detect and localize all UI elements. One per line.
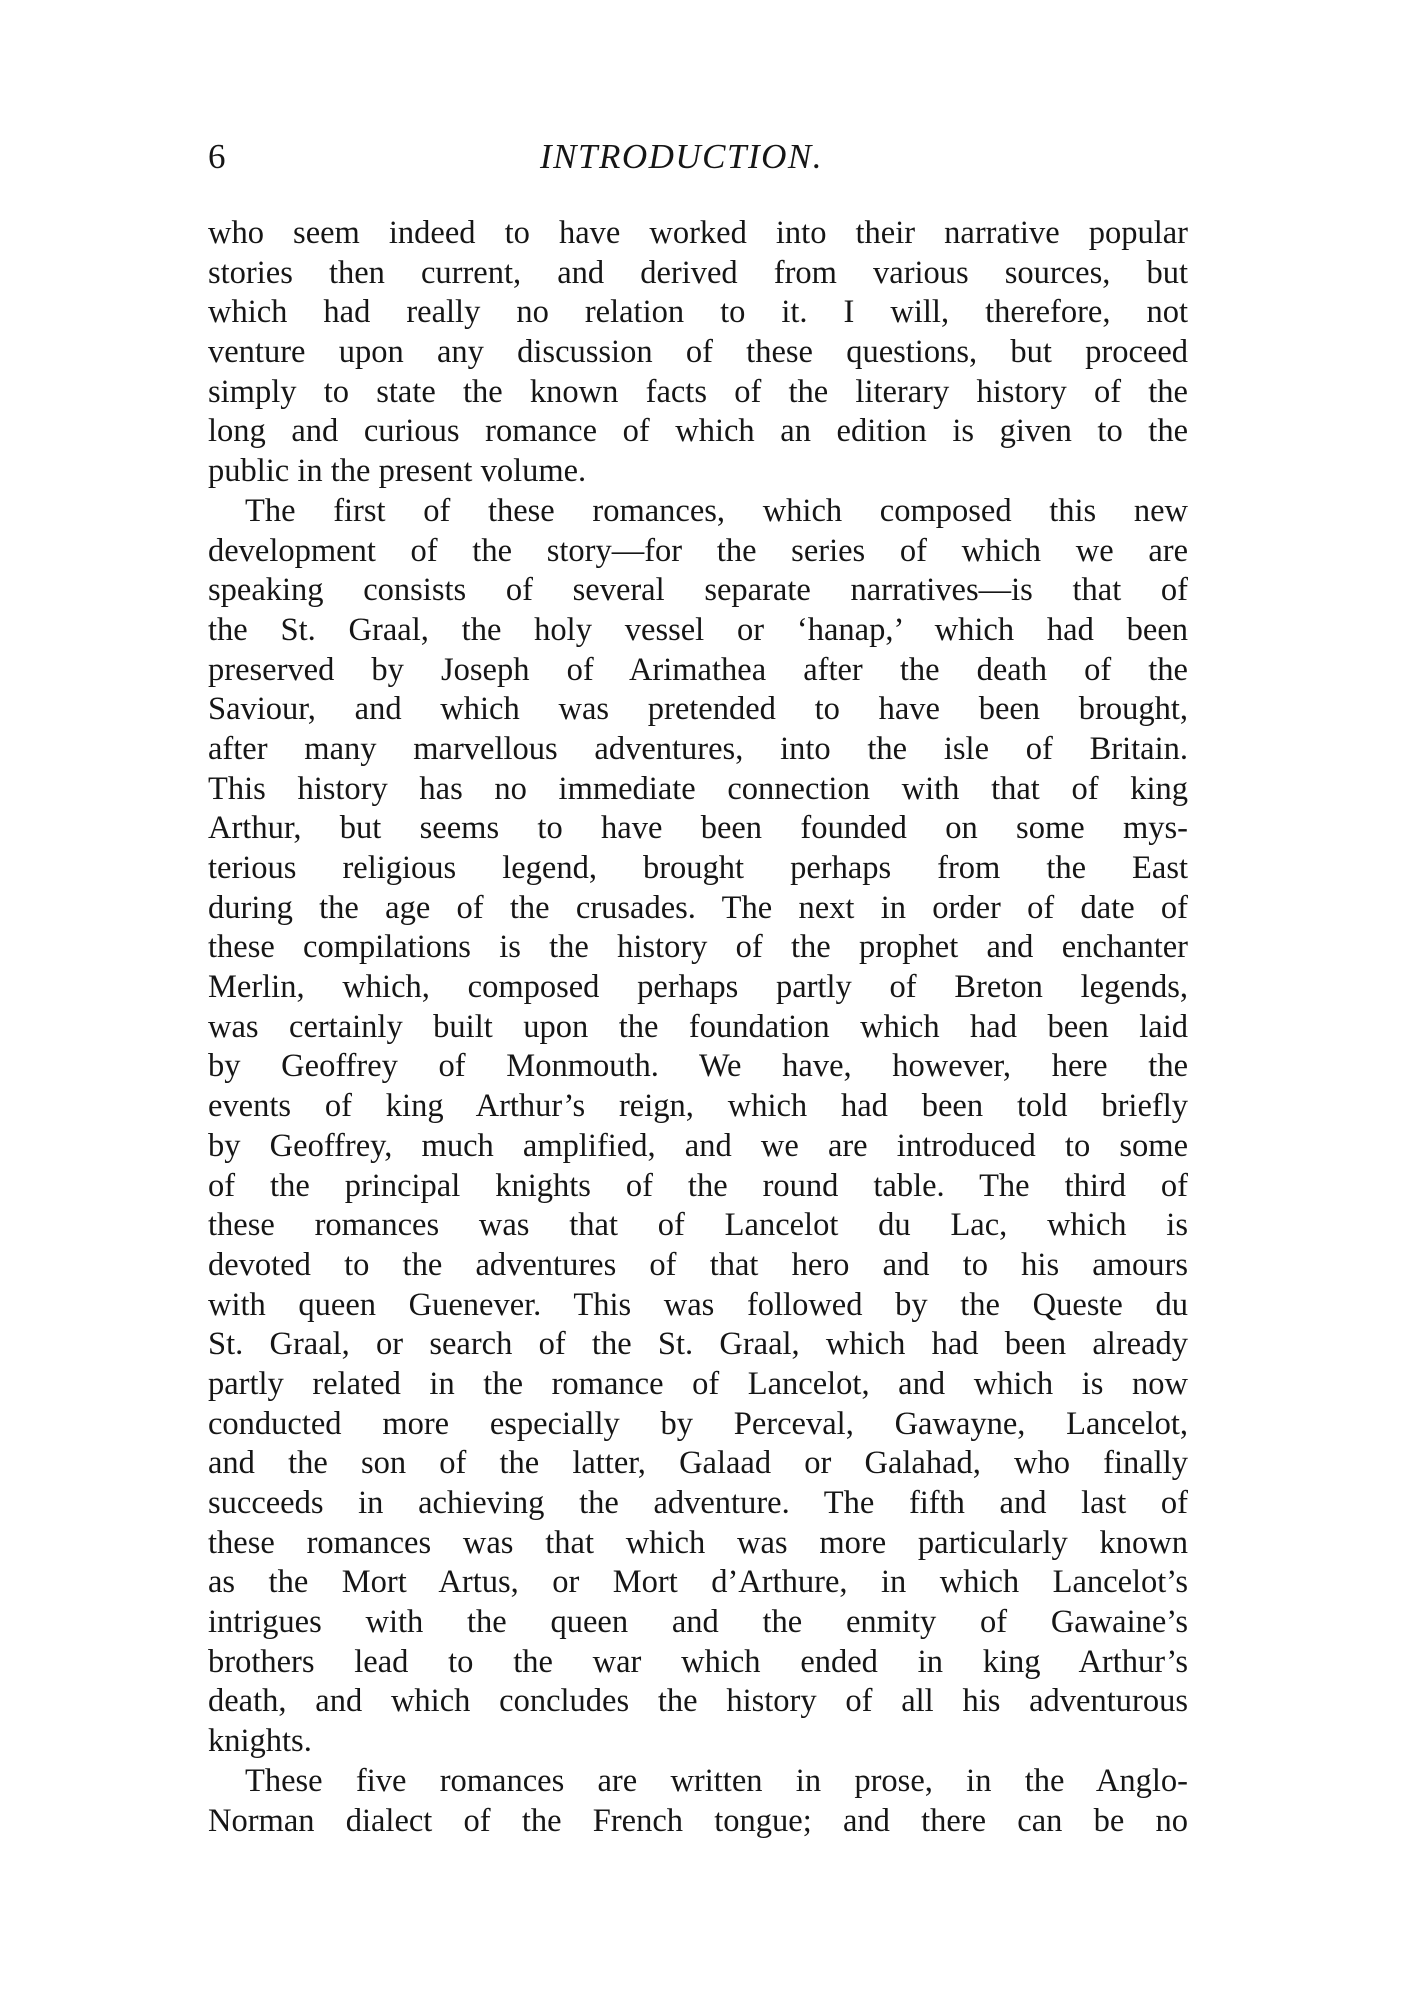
text-line: by Geoffrey, much amplified, and we are introduced to some (208, 1127, 1188, 1164)
text-line: preserved by Joseph of Arimathea after the death of the (208, 651, 1188, 688)
text-line: terious religious legend, brought perhaps from the East (208, 850, 1188, 886)
text-line: Saviour, and which was pretended to have been brought, (208, 691, 1188, 728)
text-line: succeeds in achieving the adventure. The fifth and last of (208, 1485, 1188, 1521)
text-line: and the son of the latter, Galaad or Galahad, who finally (208, 1445, 1188, 1482)
text-line: Merlin, which, composed perhaps partly of Breton legends, (208, 969, 1188, 1006)
text-line: who seem indeed to have worked into their narrative popular (208, 215, 1188, 251)
text-line: public in the present volume. (208, 453, 587, 490)
text-line: venture upon any discussion of these questions, but proceed (208, 334, 1188, 371)
text-line: The first of these romances, which composed this new (245, 492, 1188, 529)
text-line: This history has no immediate connection with that of king (208, 770, 1188, 807)
text-line: these compilations is the history of the prophet and enchanter (208, 929, 1188, 966)
text-line: St. Graal, or search of the St. Graal, which had been already (208, 1326, 1188, 1363)
text-line: events of king Arthur’s reign, which had been told briefly (208, 1088, 1188, 1125)
text-line: intrigues with the queen and the enmity of Gawaine’s (208, 1604, 1188, 1641)
text-line: simply to state the known facts of the literary history of the (208, 373, 1188, 410)
text-line: conducted more especially by Perceval, Gawayne, Lancelot, (208, 1405, 1188, 1442)
text-line: stories then current, and derived from various sources, but (208, 254, 1188, 291)
text-line: death, and which concludes the history of all his adventurous (208, 1683, 1188, 1720)
text-line: was certainly built upon the foundation which had been laid (208, 1008, 1188, 1045)
text-line: speaking consists of several separate narratives—is that of (208, 572, 1188, 609)
text-line: Norman dialect of the French tongue; and there can be no (208, 1802, 1188, 1839)
text-line: during the age of the crusades. The next in order of date of (208, 889, 1188, 926)
running-head (208, 132, 1188, 182)
text-line: knights. (208, 1723, 312, 1760)
text-line: brothers lead to the war which ended in king Arthur’s (208, 1643, 1188, 1680)
text-line: long and curious romance of which an edition is given to the (208, 413, 1188, 450)
text-line: after many marvellous adventures, into the isle of Britain. (208, 730, 1188, 767)
text-line: which had really no relation to it. I will, therefore, not (208, 294, 1188, 331)
text-line: of the principal knights of the round table. The third of (208, 1167, 1188, 1204)
text-line: as the Mort Artus, or Mort d’Arthure, in which Lancelot’s (208, 1564, 1188, 1601)
text-line: these romances was that of Lancelot du Lac, which is (208, 1207, 1188, 1244)
body-text (208, 214, 1188, 1841)
text-line: These five romances are written in prose, in the Anglo- (245, 1762, 1188, 1799)
text-line: by Geoffrey of Monmouth. We have, however, here the (208, 1048, 1188, 1085)
running-title: INTRODUCTION. (540, 137, 824, 176)
text-line: with queen Guenever. This was followed by the Queste du (208, 1286, 1188, 1323)
text-line: development of the story—for the series of which we are (208, 532, 1188, 569)
text-line: these romances was that which was more particularly known (208, 1524, 1188, 1561)
text-line: devoted to the adventures of that hero and to his amours (208, 1246, 1188, 1283)
text-line: the St. Graal, the holy vessel or ‘hanap,’ which had been (208, 611, 1188, 648)
text-line: Arthur, but seems to have been founded on some mys- (208, 810, 1188, 847)
page-number: 6 (208, 137, 226, 176)
text-line: partly related in the romance of Lancelot, and which is now (208, 1365, 1188, 1402)
